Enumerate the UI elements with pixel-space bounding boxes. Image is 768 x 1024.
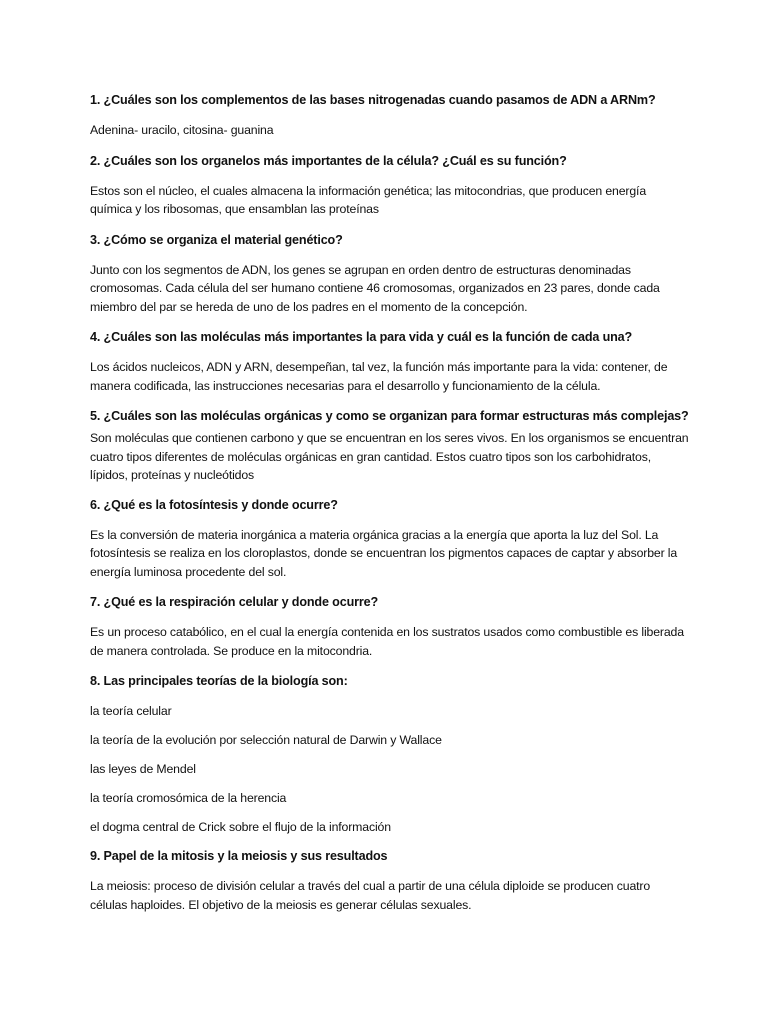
question-6: 6. ¿Qué es la fotosíntesis y donde ocurre?	[90, 497, 338, 512]
question-1: 1. ¿Cuáles son los complementos de las bases nitrogenadas cuando pasamos de ADN a ARNm?	[90, 93, 656, 107]
answer-5: Son moléculas que contienen carbono y que se encuentran en los seres vivos. En los organismos se encuentran cuatro tipos diferentes de moléculas orgánicas en gran cantidad. Estos cuatro tipos son los carbohidratos, lípidos, proteínas y nucleótidos	[90, 431, 689, 482]
theory-item: el dogma central de Crick sobre el flujo de la información	[90, 820, 391, 834]
answer-7: Es un proceso catabólico, en el cual la energía contenida en los sustratos usados como combustible es liberada de manera controlada. Se produce en la mitocondria.	[90, 625, 684, 658]
document-page	[90, 91, 690, 926]
question-9: 9. Papel de la mitosis y la meiosis y sus resultados	[90, 849, 388, 863]
theory-item: la teoría cromosómica de la herencia	[90, 791, 287, 805]
answer-1: Adenina- uracilo, citosina- guanina	[90, 123, 274, 137]
question-3: 3. ¿Cómo se organiza el material genético?	[90, 232, 343, 247]
question-4: 4. ¿Cuáles son las moléculas más importantes la para vida y cuál es la función de cada una?	[90, 330, 633, 344]
question-5: 5. ¿Cuáles son las moléculas orgánicas y como se organizan para formar estructuras más complejas?	[90, 409, 689, 423]
answer-4: Los ácidos nucleicos, ADN y ARN, desempeñan, tal vez, la función más importante para la vida: contener, de manera codificada, las instrucciones necesarias para el desarrollo y funcionamiento de la célula.	[90, 360, 668, 393]
question-8: 8. Las principales teorías de la biología son:	[90, 674, 348, 688]
theory-item: la teoría celular	[90, 704, 172, 718]
question-7: 7. ¿Qué es la respiración celular y donde ocurre?	[90, 595, 379, 609]
answer-9: La meiosis: proceso de división celular a través del cual a partir de una célula diploide se producen cuatro células haploides. El objetivo de la meiosis es generar células sexuales.	[90, 879, 651, 912]
question-2: 2. ¿Cuáles son los organelos más importantes de la célula? ¿Cuál es su función?	[90, 153, 567, 168]
answer-2: Estos son el núcleo, el cuales almacena la información genética; las mitocondrias, que producen energía química y los ribosomas, que ensamblan las proteínas	[90, 183, 647, 216]
answer-6: Es la conversión de materia inorgánica a materia orgánica gracias a la energía que aporta la luz del Sol. La fotosíntesis se realiza en los cloroplastos, donde se encuentran los pigmentos capaces de captar y absorber la energía luminosa procedente del sol.	[90, 527, 678, 579]
answer-3: Junto con los segmentos de ADN, los genes se agrupan en orden dentro de estructuras denominadas cromosomas. Cada célula del ser humano contiene 46 cromosomas, organizados en 23 pares, donde cada miembro del par se hereda de uno de los padres en el momento de la concepción.	[90, 262, 660, 314]
theory-item: la teoría de la evolución por selección natural de Darwin y Wallace	[90, 733, 442, 747]
theory-item: las leyes de Mendel	[90, 762, 196, 776]
